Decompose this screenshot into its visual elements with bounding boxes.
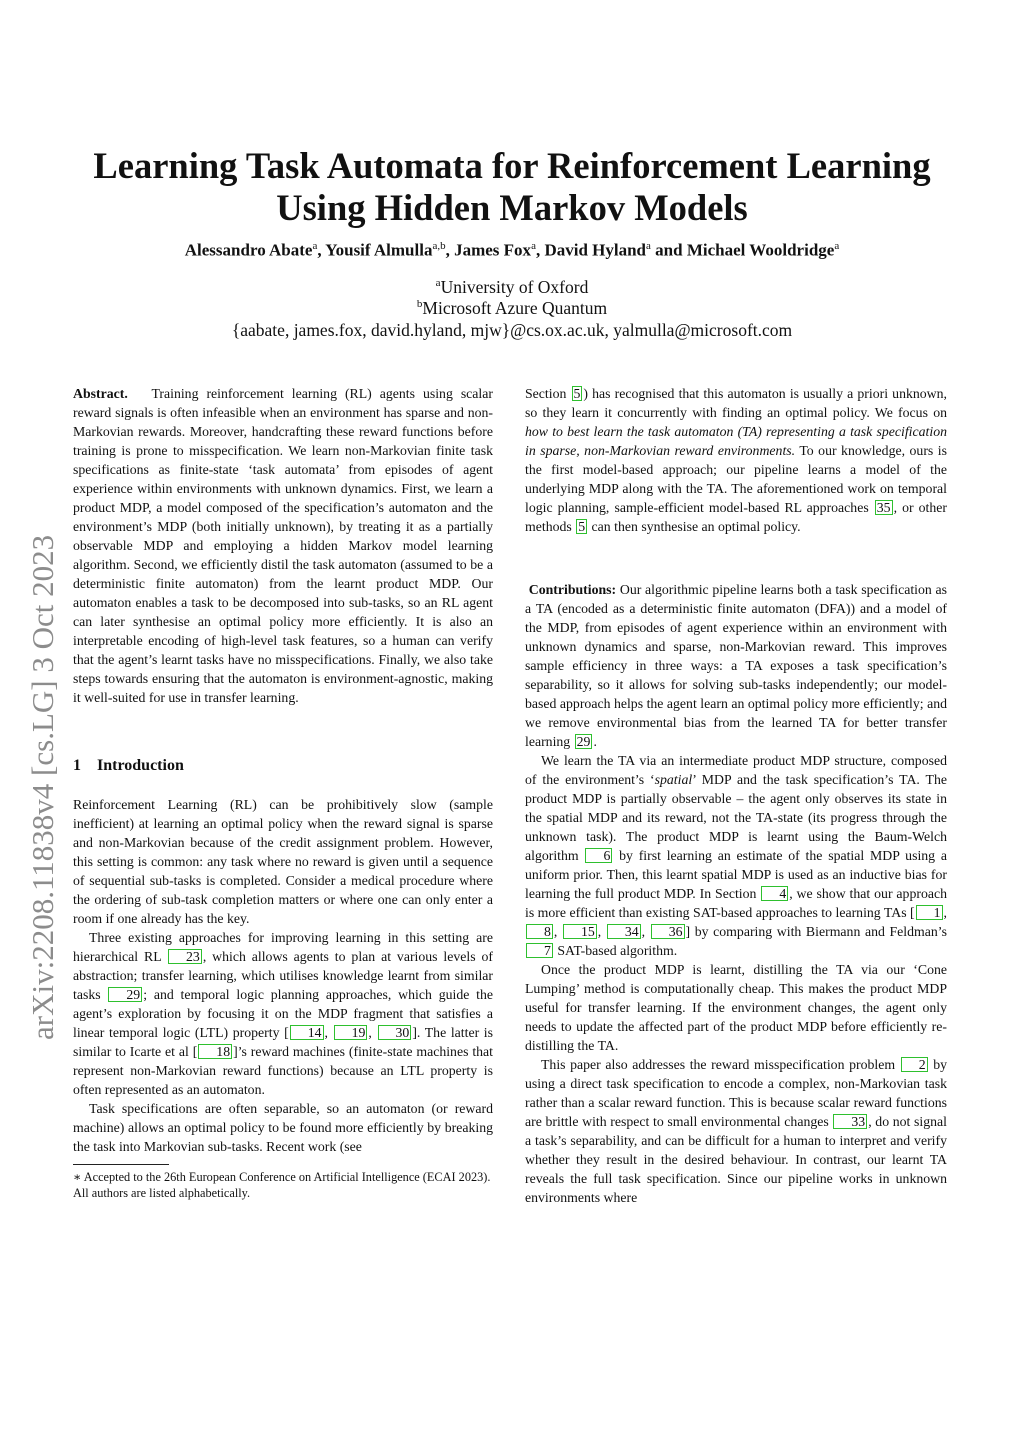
citation-link[interactable]: 19 (334, 1025, 368, 1040)
author-name: James Fox (454, 240, 532, 260)
affil-sup: b (416, 298, 423, 311)
right-column-intro (525, 384, 947, 536)
citation-link[interactable]: 29 (576, 734, 591, 749)
citation-link[interactable]: 14 (290, 1025, 324, 1040)
author-name: Yousif Almulla (325, 240, 433, 260)
contributions (525, 580, 947, 1207)
author-emails: {aabate, james.fox, david.hyland, mjw}@cs.ox.ac.uk, yalmulla@microsoft.com (231, 320, 793, 340)
introduction-body (73, 795, 493, 1156)
author-sep: , (317, 240, 326, 260)
section-heading (73, 757, 184, 775)
affiliation-2 (0, 298, 1024, 319)
citation-link[interactable]: 1 (916, 905, 943, 920)
paragraph: This paper also addresses the reward misspecification problem 2 by using a direct task specification to encode a complex, non-Markovian task rather than a scalar reward function. This is because scalar reward functions are brittle with respect to small environmental changes 33 , do not signal a task’s separability, and can be difficult for a human to interpret and verify whether they result in the desired behaviour. In contrast, our learnt TA reveals the full task specification. Since our pipeline works in unknown environments where (525, 1057, 947, 1205)
citation-link[interactable]: 33 (833, 1114, 867, 1129)
citation-link[interactable]: 6 (585, 848, 612, 863)
paragraph: Three existing approaches for improving learning in this setting are hierarchical RL 23 , which allows agents to plan at various levels of abstraction; transfer learning, which utilises knowledge learnt from similar tasks 29 ; and temporal logic planning approaches, which guide the agent’s exploration by focusing it on the MDP fragment that satisfies a linear temporal logic (LTL) property [ 14 , 19 , 30 ]. The latter is similar to Icarte et al [ 18 ]’s reward machines (finite-state machines that represent non-Markovian reward functions) because an LTL property is often represented as an automaton. (73, 930, 494, 1097)
paragraph: Once the product MDP is learnt, distilling the TA via our ‘Cone Lumping’ method is computationally cheap. This makes the product MDP useful for transfer learning. If the environment changes, the agent only needs to update the affected part of the product MDP before efficiently re-distilling the TA. (525, 962, 947, 1053)
paper-title (0, 145, 1024, 229)
section-number: 1 (73, 757, 81, 774)
author-sep: , (445, 240, 455, 260)
paragraph: Task specifications are often separable, so an automaton (or reward machine) allows an optimal policy to be found more efficiently by breaking the task into Markovian sub-tasks. Recent work (see (73, 1101, 493, 1154)
author-affil-sup: a (312, 240, 318, 252)
section-link[interactable]: 5 (573, 386, 581, 401)
footnote (73, 1170, 493, 1201)
citation-link[interactable]: 7 (526, 943, 553, 958)
title-line-1: Learning Task Automata for Reinforcement Learning (93, 145, 931, 186)
section-title: Introduction (97, 757, 184, 774)
author-name: Alessandro Abate (184, 240, 313, 260)
citation-link[interactable]: 34 (607, 924, 641, 939)
citation-link[interactable]: 23 (168, 949, 202, 964)
citation-link[interactable]: 30 (378, 1025, 412, 1040)
author-affil-sup: a (834, 240, 840, 252)
citation-link[interactable]: 36 (651, 924, 685, 939)
author-list (0, 240, 1024, 261)
abstract (73, 384, 493, 707)
section-link[interactable]: 4 (761, 886, 788, 901)
abstract-text: Training reinforcement learning (RL) agents using scalar reward signals is often infeasible when an environment has sparse and non-Markovian rewards. Moreover, handcrafting these reward functions before training is prone to misspecification. We learn non-Markovian finite task specifications as finite-state ‘task automata’ from episodes of agent experience within environments with unknown dynamics. First, we learn a product MDP, a model composed of the specification’s automaton and the environment’s MDP (both initially unknown), by treating it as a partially observable MDP and employing a hidden Markov model learning algorithm. Second, we efficiently distil the task automaton (assumed to be a deterministic finite automaton) from the learnt product MDP. Our automaton enables a task to be decomposed into sub-tasks, so an RL agent can later synthesise an optimal policy more efficiently. It is also an interpretable encoding of high-level task features, so a human can verify that the agent’s learnt tasks have no misspecifications. Finally, we also take steps towards ensuring that the automaton is environment-agnostic, making it well-suited for use in transfer learning. (73, 386, 493, 705)
citation-link[interactable]: 29 (108, 987, 142, 1002)
author-affil-sup: a (646, 240, 651, 252)
citation-link[interactable]: 8 (526, 924, 553, 939)
affil-text: University of Oxford (440, 277, 589, 297)
research-question: how to best learn the task automaton (TA) representing a task specification in sparse, non-Markovian reward environments. (525, 424, 947, 458)
citation-link[interactable]: 18 (198, 1044, 232, 1059)
citation-link[interactable]: 15 (563, 924, 597, 939)
affiliation-1 (0, 277, 1024, 298)
author-and: and (650, 240, 687, 260)
abstract-label: Abstract. (73, 386, 128, 401)
author-affil-sup: a (531, 240, 536, 252)
paragraph: Section 5 ) has recognised that this automaton is usually a priori unknown, so they learn it concurrently with finding an optimal policy. We focus on how to best learn the task automaton (TA) representing a task specification in sparse, non-Markovian reward environments. To our knowledge, ours is the first model-based approach; our pipeline learns a model of the underlying MDP along with the TA. The aforementioned work on temporal logic planning, sample-efficient model-based RL approaches 35 , or other methods 5 can then synthesise an optimal policy. (525, 386, 947, 534)
footnote-text: Accepted to the 26th European Conference on Artificial Intelligence (ECAI 2023). All authors are listed alphabetically. (73, 1170, 491, 1200)
affil-text: Microsoft Azure Quantum (422, 298, 608, 318)
author-affil-sup: a,b (432, 240, 446, 252)
footnote-mark: ∗ (73, 1170, 82, 1184)
citation-link[interactable]: 2 (901, 1057, 928, 1072)
author-name: Michael Wooldridge (686, 240, 835, 260)
paragraph: We learn the TA via an intermediate product MDP structure, composed of the environment’s ‘spatial’ MDP and the task specification’s TA. The product MDP is partially observable – the agent only observes its state in the spatial MDP and its reward, not the TA-state (its progress through the unknown task). The product MDP is learnt using the Baum-Welch algorithm 6 by first learning an estimate of the spatial MDP using a uniform prior. Then, this learnt spatial MDP is used as an inductive bias for learning the full product MDP. In Section 4 , we show that our approach is more efficient than existing SAT-based approaches to learning TAs [ 1 , 8 , 15 , 34 , 36 ] by comparing with Biermann and Feldman’s 7 SAT-based algorithm. (525, 753, 947, 958)
paragraph: Contributions: Our algorithmic pipeline learns both a task specification as a TA (encoded as a deterministic finite automaton (DFA)) and a model of the MDP, from episodes of agent experience within an environment with unknown dynamics and sparse, non-Markovian reward. This improves sample efficiency in three ways: a TA exposes a task specification’s separability, so it allows for solving sub-tasks independently; our model-based approach helps the agent learn an optimal policy more efficiently; and we remove environmental bias from the learned TA for better transfer learning 29 . (525, 582, 948, 749)
citation-link[interactable]: 35 (876, 500, 891, 515)
arxiv-stamp: arXiv:2208.11838v4 [cs.LG] 3 Oct 2023 (25, 534, 60, 1040)
title-line-2: Using Hidden Markov Models (276, 187, 748, 228)
affil-sup: a (435, 277, 441, 290)
author-sep: , (535, 240, 545, 260)
contributions-label: Contributions: (528, 582, 617, 597)
footnote-rule (73, 1164, 169, 1165)
author-name: David Hyland (544, 240, 647, 260)
paragraph: Reinforcement Learning (RL) can be prohibitively slow (sample inefficient) at learning an optimal policy when the reward signal is sparse and non-Markovian because of the credit assignment problem. However, this setting is common: any task where no reward is given until a sequence of sequential sub-tasks is completed. Consider a medical procedure where the ordering of sub-task completion matters or where one can only enter a room if one already has the key. (73, 797, 493, 926)
citation-link[interactable]: 5 (578, 519, 586, 534)
